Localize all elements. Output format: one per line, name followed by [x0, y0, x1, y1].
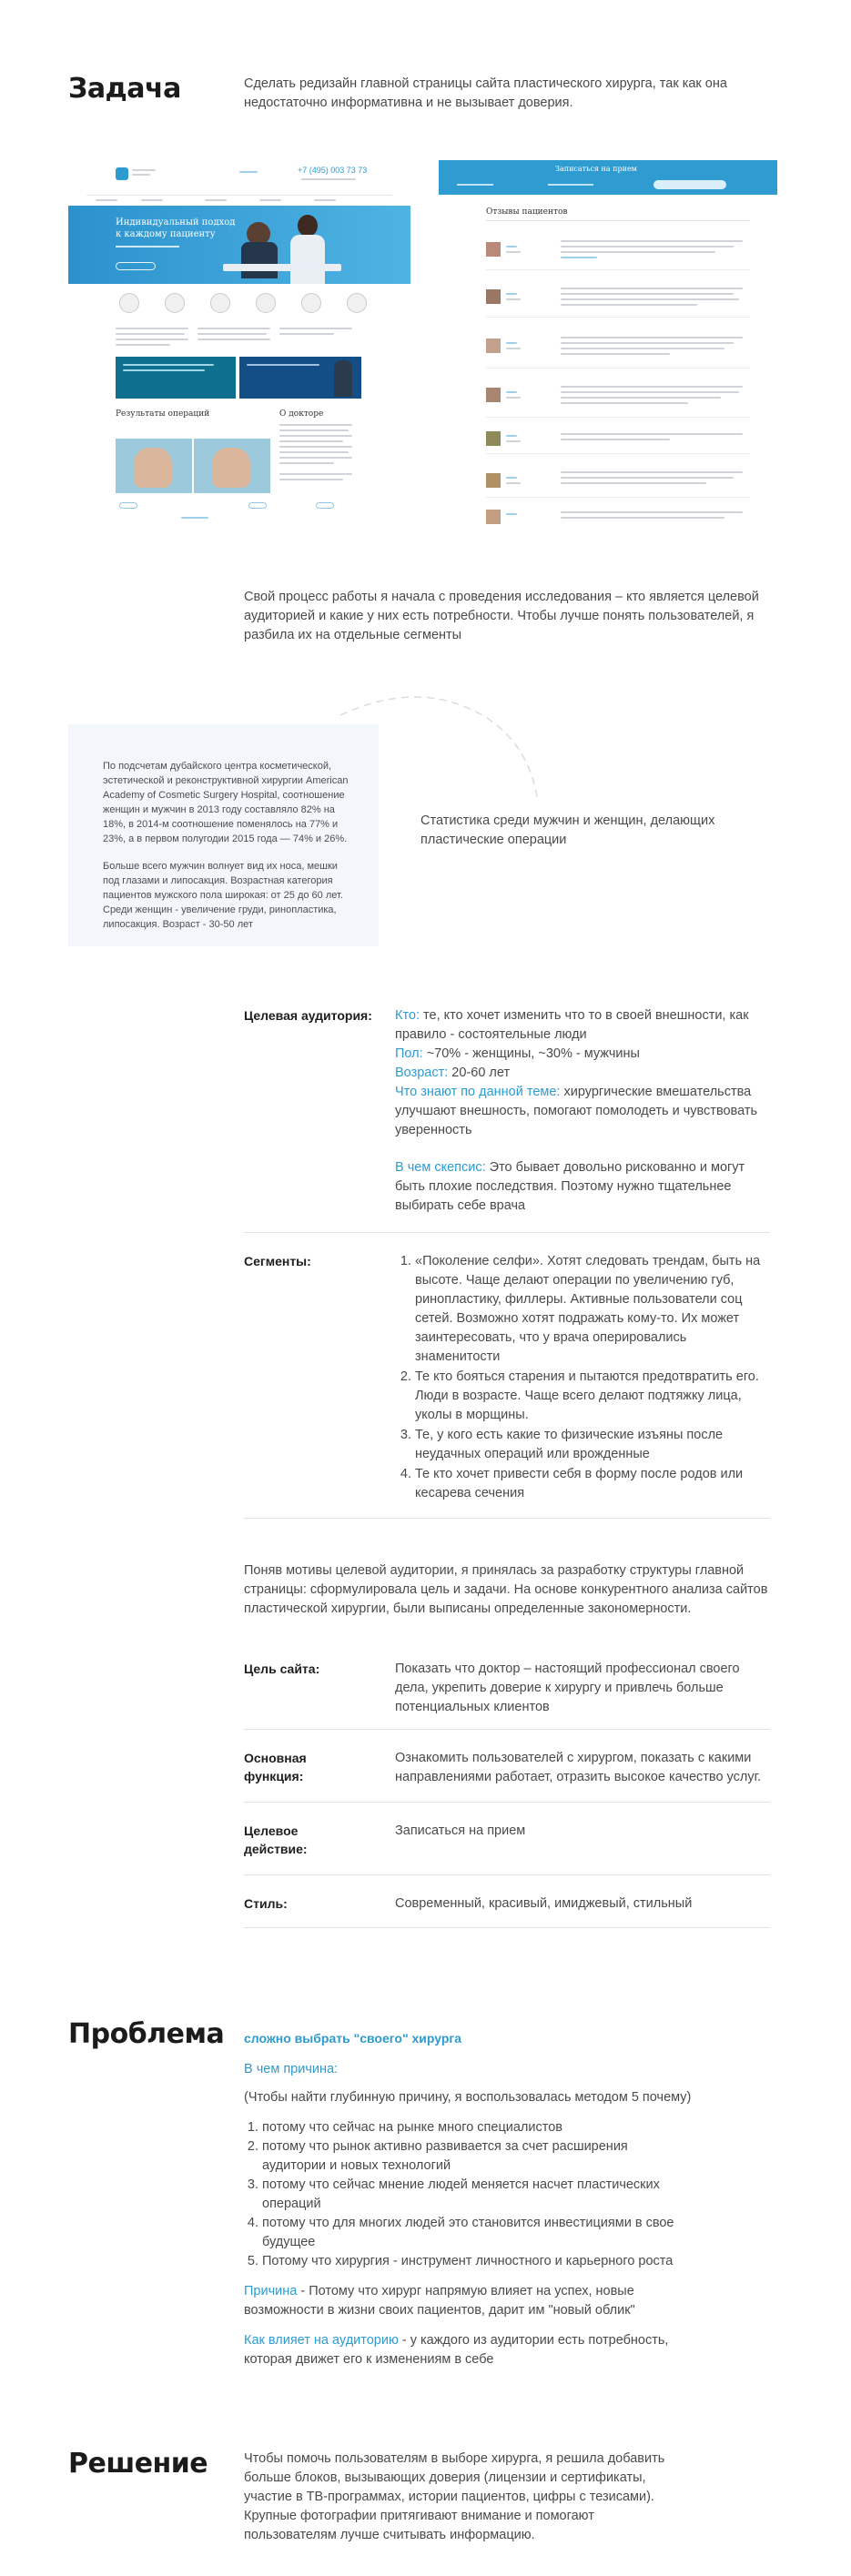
audience-details [395, 1006, 770, 1216]
divider [244, 1874, 770, 1875]
problem-title: Проблема [68, 2018, 225, 2050]
stats-para-3: Среди женщин - увеличение груди, ринопластика, липосакция. Возраст - 30-50 лет [103, 904, 337, 930]
segment-item: 1. «Поколение селфи». Хотят следовать трендам, быть на высоте. Чаще делают операции по увеличению губ, ринопластику, филлеры. Активные пользователи соц сетей. Возможно хотят подражать кому-то. Их может заинтересовать, что у врача оперировались знаменитости [415, 1252, 768, 1367]
audience-label: Целевая аудитория: [244, 1008, 372, 1023]
skeptic-value: Это бывает довольно рискованно и могут быть плохие последствия. Поэтому нужно тщательнее выбирать себе врача [395, 1160, 745, 1213]
goal-value-3: Современный, красивый, имиджевый, стильный [395, 1896, 693, 1911]
goal-value-0: Показать что доктор – настоящий профессионал своего дела, укрепить доверие к хирургу и привлечь больше потенциальных клиентов [395, 1662, 740, 1714]
stats-para-2: Больше всего мужчин волнует вид их носа, мешки под глазами и липосакция. Возрастная категория пациентов мужского пола широкая: от 25 до 60 лет. [103, 861, 343, 901]
segment-item: 4. Те кто хочет привести себя в форму после родов или кесарева сечения [415, 1465, 768, 1503]
goal-label-0: Цель сайта: [244, 1662, 320, 1676]
service-icon-2[interactable] [165, 293, 185, 313]
segment-item: 3. Те, у кого есть какие то физические изъяны после неудачных операций или врожденные [415, 1426, 768, 1464]
problem-headline: сложно выбрать "своего" хирурга [244, 2031, 462, 2046]
task-title: Задача [68, 73, 181, 105]
service-icon-1[interactable] [119, 293, 139, 313]
divider [244, 1927, 770, 1928]
hero-banner [68, 206, 410, 284]
banner-button[interactable] [116, 262, 156, 270]
reason-item: 2. потому что рынок активно развивается за счет расширения аудитории и новых технологий [262, 2137, 681, 2176]
goal-label-2: Целевое действие: [244, 1823, 308, 1856]
method-note: (Чтобы найти глубинную причину, я воспользовалась методом 5 почему) [244, 2090, 692, 2105]
research-text: Свой процесс работы я начала с проведения исследования – кто является целевой аудиторией и какие у них есть потребности. Чтобы лучше понять пользователей, я разбила их на отдельные сегменты [244, 590, 759, 642]
skeptic-key: В чем скепсис: [395, 1160, 486, 1175]
service-icon-4[interactable] [256, 293, 276, 313]
reviews-mockup [439, 160, 777, 538]
solution-title: Решение [68, 2448, 208, 2480]
reason-item: 3. потому что сейчас мнение людей меняется насчет пластических операций [262, 2176, 681, 2214]
goal-label-3: Стиль: [244, 1896, 288, 1911]
mockup-phone: +7 (495) 003 73 73 [298, 166, 368, 175]
reviews-submit-button[interactable] [653, 180, 726, 189]
reason-item: 5. Потому что хирургия - инструмент личностного и карьерного роста [262, 2252, 681, 2271]
goal-value-2: Записаться на прием [395, 1823, 526, 1838]
banner-line-1: Индивидуальный подход [116, 217, 236, 227]
cause-label: В чем причина: [244, 2062, 339, 2076]
reason-value: - Потому что хирург напрямую влияет на успех, новые возможности в жизни своих пациентов, дарит им "новый облик" [244, 2284, 635, 2318]
motives-text: Поняв мотивы целевой аудитории, я принялась за разработку структуры главной страницы: сформулировала цель и задачи. На основе конкурентного анализа сайтов пластической хирургии, были выписаны определенные закономерности. [244, 1563, 768, 1616]
reason-item: 1. потому что сейчас на рынке много специалистов [262, 2118, 681, 2137]
reason-item: 4. потому что для многих людей это становится инвестициями в свое будущее [262, 2214, 681, 2252]
homepage-mockup [68, 160, 410, 538]
who-value: те, кто хочет изменить что то в своей внешности, как правило - состоятельные люди [395, 1008, 749, 1042]
banner-line-2: к каждому пациенту [116, 229, 216, 239]
sex-value: ~70% - женщины, ~30% - мужчины [422, 1046, 640, 1061]
divider [244, 1802, 770, 1803]
goal-value-1: Ознакомить пользователей с хирургом, показать с какими направлениями работает, отразить высокое качество услуг. [395, 1751, 762, 1784]
logo-icon [116, 167, 128, 180]
age-value: 20-60 лет [448, 1066, 511, 1080]
solution-text: Чтобы помочь пользователям в выборе хирурга, я решила добавить больше блоков, вызывающих доверия (лицензии и сертификаты, участие в ТВ-программах, истории пациентов, цифры с тезисами). Крупные фотографии притягивают внимание и помогают пользователям лучше считывать информацию. [244, 2451, 665, 2542]
mockup-about-title: О докторе [279, 409, 324, 419]
reviews-header-title: Записаться на прием [555, 165, 637, 173]
problem-body [244, 2060, 717, 2369]
divider [244, 1232, 770, 1233]
divider [244, 1729, 770, 1730]
reason-key: Причина [244, 2284, 298, 2298]
mockup-results-title: Результаты операций [116, 409, 210, 419]
impact-key: Как влияет на аудиторию [244, 2333, 399, 2348]
impact-value: - у каждого из аудитории есть потребность, которая движет его к изменениям в себе [244, 2333, 669, 2367]
reviews-title: Отзывы пациентов [486, 207, 568, 217]
know-key: Что знают по данной теме: [395, 1085, 561, 1099]
divider [244, 1518, 770, 1519]
segments-label: Сегменты: [244, 1254, 311, 1268]
stats-para-1: По подсчетам дубайского центра косметической, эстетической и реконструктивной хирургии American Academy of Cosmetic Surgery Hospital, соотношение женщин и мужчин в 2013 году составляло 82% на 18%, в 2014-м соотношение поменялось на 77% и 23%, а в первом полугодии 2015 года — 74% и 26%. [103, 761, 349, 844]
goal-label-1: Основная функция: [244, 1751, 307, 1783]
reviews-header [439, 160, 777, 195]
segment-item: 2. Те кто бояться старения и пытаются предотвратить его. Люди в возрасте. Чаще всего делают подтяжку лица, уколы в морщины. [415, 1368, 768, 1425]
sex-key: Пол: [395, 1046, 423, 1061]
task-text: Сделать редизайн главной страницы сайта пластического хирурга, так как она недостаточно информативна и не вызывает доверия. [244, 76, 727, 110]
stats-caption: Статистика среди мужчин и женщин, делающих пластические операции [420, 813, 715, 847]
segments-list [397, 1252, 768, 1504]
service-icon-3[interactable] [210, 293, 230, 313]
who-key: Кто: [395, 1008, 420, 1023]
age-key: Возраст: [395, 1066, 449, 1080]
service-icon-6[interactable] [347, 293, 367, 313]
know-value: хирургические вмешательства улучшают внешность, помогают помолодеть и чувствовать уверенность [395, 1085, 758, 1137]
stats-card [68, 724, 379, 946]
service-icon-5[interactable] [301, 293, 321, 313]
